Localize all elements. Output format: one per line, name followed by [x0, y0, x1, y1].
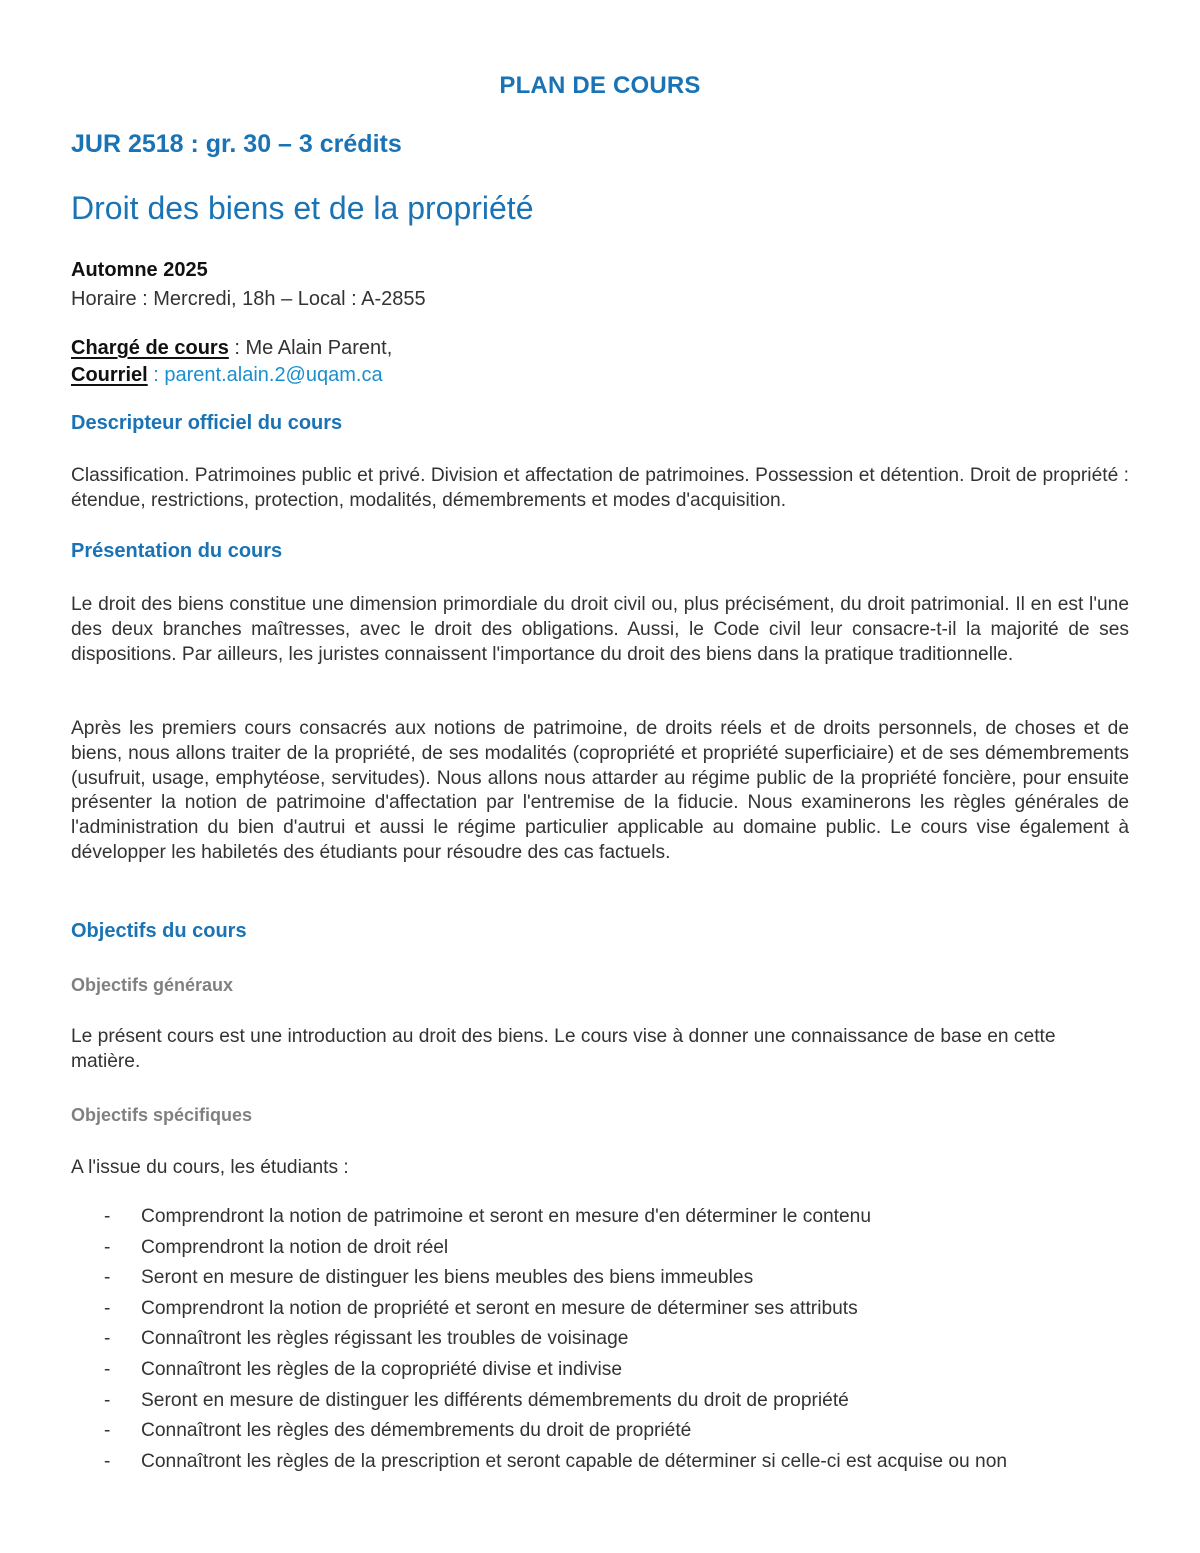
email-link[interactable]: parent.alain.2@uqam.ca	[164, 364, 383, 386]
bullet-marker: -	[104, 1450, 111, 1472]
bullet-marker: -	[104, 1328, 111, 1350]
list-item-text: Seront en mesure de distinguer les biens meubles des biens immeubles	[141, 1267, 754, 1289]
bullet-marker: -	[104, 1267, 111, 1289]
objectifs-generaux-heading: Objectifs généraux	[71, 975, 234, 995]
email-separator: :	[147, 364, 165, 386]
descripteur-text: Classification. Patrimoines public et privé. Division et affectation de patrimoines. Possession et détention. Droit de propriété : étendue, restrictions, protection, modalités, démembrements et modes d'acquisition.	[71, 465, 1129, 511]
objectifs-heading: Objectifs du cours	[71, 920, 247, 942]
list-item	[71, 1205, 1129, 1236]
list-item	[71, 1266, 1129, 1297]
course-name: Droit des biens et de la propriété	[71, 190, 534, 226]
list-item	[71, 1389, 1129, 1420]
objectifs-generaux-text: Le présent cours est une introduction au droit des biens. Le cours vise à donner une connaissance de base en cette matière.	[71, 1026, 1056, 1072]
presentation-paragraph-2: Après les premiers cours consacrés aux notions de patrimoine, de droits réels et de droits personnels, de choses et de biens, nous allons traiter de la propriété, de ses modalités (copropriété et propriété superficiaire) et de ses démembrements (usufruit, usage, emphytéose, servitudes). Nous allons nous attarder au régime public de la propriété foncière, pour ensuite présenter la notion de patrimoine d'affectation par l'entremise de la fiducie. Nous examinerons les règles générales de l'administration du bien d'autrui et aussi le régime particulier applicable au domaine public. Le cours vise également à développer les habiletés des étudiants pour résoudre des cas factuels.	[71, 718, 1129, 863]
bullet-marker: -	[104, 1420, 111, 1442]
bullet-marker: -	[104, 1389, 111, 1411]
list-item	[71, 1327, 1129, 1358]
document-title: PLAN DE COURS	[499, 72, 701, 99]
list-item	[71, 1358, 1129, 1389]
bullet-marker: -	[104, 1206, 111, 1227]
instructor-value: : Me Alain Parent,	[228, 337, 393, 359]
list-item-text: Connaîtront les règles des démembrements du droit de propriété	[141, 1420, 692, 1442]
schedule: Horaire : Mercredi, 18h – Local : A-2855	[71, 288, 426, 310]
list-item-text: Connaîtront les règles régissant les troubles de voisinage	[141, 1328, 629, 1350]
objectifs-specifiques-intro: A l'issue du cours, les étudiants :	[71, 1157, 349, 1178]
bullet-marker: -	[104, 1236, 111, 1258]
list-item-text: Seront en mesure de distinguer les différents démembrements du droit de propriété	[141, 1389, 849, 1411]
instructor-label: Chargé de cours	[71, 337, 229, 359]
list-item-text: Connaîtront les règles de la prescription et seront capable de déterminer si celle-ci est acquise ou non	[141, 1450, 1008, 1472]
list-item	[71, 1236, 1129, 1267]
list-item	[71, 1297, 1129, 1328]
bullet-marker: -	[104, 1297, 111, 1319]
list-item-text: Comprendront la notion de droit réel	[141, 1236, 449, 1258]
course-code: JUR 2518 : gr. 30 – 3 crédits	[71, 130, 402, 158]
list-item	[71, 1419, 1129, 1450]
list-item-text: Comprendront la notion de propriété et seront en mesure de déterminer ses attributs	[141, 1297, 858, 1319]
objectifs-specifiques-heading: Objectifs spécifiques	[71, 1105, 253, 1125]
objectifs-list	[71, 1205, 1129, 1480]
email-line	[71, 363, 383, 388]
list-item	[71, 1450, 1129, 1481]
instructor-line	[71, 336, 392, 361]
descripteur-heading: Descripteur officiel du cours	[71, 412, 343, 434]
presentation-paragraph-1: Le droit des biens constitue une dimension primordiale du droit civil ou, plus précisément, du droit patrimonial. Il en est l'une des deux branches maîtresses, avec le droit des obligations. Aussi, le Code civil leur consacre-t-il la majorité de ses dispositions. Par ailleurs, les juristes connaissent l'importance du droit des biens dans la pratique traditionnelle.	[71, 594, 1129, 665]
term: Automne 2025	[71, 259, 208, 281]
bullet-marker: -	[104, 1358, 111, 1380]
list-item-text: Connaîtront les règles de la copropriété divise et indivise	[141, 1358, 623, 1380]
list-item-text: Comprendront la notion de patrimoine et seront en mesure d'en déterminer le contenu	[141, 1206, 872, 1227]
email-label: Courriel	[71, 364, 148, 386]
presentation-heading: Présentation du cours	[71, 540, 283, 562]
